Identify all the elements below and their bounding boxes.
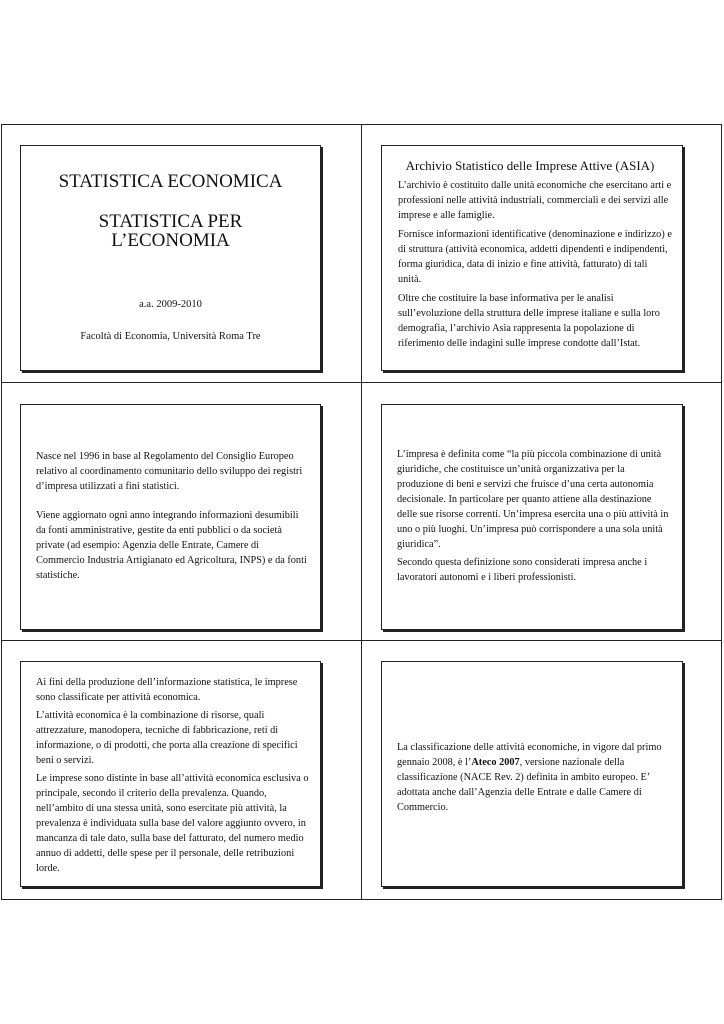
course-subtitle: STATISTICA PER L’ECONOMIA xyxy=(98,211,243,251)
slide-definition xyxy=(381,404,683,630)
paragraph: Fornisce informazioni identificative (denominazione e indirizzo) e di struttura (attività economica, addetti dipendenti e indipendenti, forma giuridica, data di inizio e fine attività, fatturato) di tali unità. xyxy=(398,229,672,285)
paragraph: Secondo questa definizione sono considerati impresa anche i lavoratori autonomi e i liberi professionisti. xyxy=(397,557,648,583)
slide-origin xyxy=(20,404,321,630)
academic-year: a.a. 2009-2010 xyxy=(139,299,202,310)
paragraph: L’impresa è definita come “la più piccola combinazione di unità giuridiche, che costituisce un’unità organizzativa per la produzione di beni e servizi che fruisce d’una certa autonomia decisionale. In particolare per quanto attiene alla destinazione delle sue risorse correnti. Un’impresa esercita una o più attività in uno o più luoghi. Un’impresa può corrispondere a una sola unità giuridica”. xyxy=(397,449,669,550)
text-before: La classificazione delle attività economiche, in vigore dal primo gennaio 2008, è l’ xyxy=(397,742,662,768)
grid-divider-row-2 xyxy=(1,640,722,641)
paragraph: Le imprese sono distinte in base all’attività economica esclusiva o principale, secondo il criterio della prevalenza. Quando, nell’ambito di una stessa unità, sono esercitate più attività, la prevalenza è individuata sulla base del valore aggiunto ovvero, in mancanza di tale dato, sulla base del fatturato, del numero medio annuo di addetti, delle spese per il personale, delle retribuzioni lorde. xyxy=(36,773,309,874)
slide-classification xyxy=(20,661,321,887)
slide-asia xyxy=(381,145,683,371)
paragraph: L’archivio è costituito dalle unità economiche che esercitano arti e professioni nelle attività industriali, commerciali e dei servizi alle imprese e alle famiglie. xyxy=(398,180,672,221)
paragraph: Viene aggiornato ogni anno integrando informazioni desumibili da fonti amministrative, gestite da enti pubblici o da società private (ad esempio: Agenzia delle Entrate, Camere di Commercio Industria Artigianato ed Agricoltura, INPS) e da fonti statistiche. xyxy=(36,510,307,581)
faculty-line: Facoltà di Economia, Università Roma Tre xyxy=(80,331,261,342)
paragraph: L’attività economica è la combinazione di risorse, quali attrezzature, manodopera, tecniche di fabbricazione, reti di informazione, o di prodotti, che porta alla creazione di specifici beni o servizi. xyxy=(36,710,298,766)
course-title: STATISTICA ECONOMICA xyxy=(58,171,283,192)
grid-divider-row-1 xyxy=(1,382,722,383)
paragraph: Ai fini della produzione dell’informazione statistica, le imprese sono classificate per attività economica. xyxy=(36,677,298,703)
paragraph: Nasce nel 1996 in base al Regolamento del Consiglio Europeo relativo al coordinamento comunitario dello sviluppo dei registri d’impresa utilizzati a fini statistici. xyxy=(36,451,303,492)
slide-title xyxy=(20,145,321,371)
slide-ateco xyxy=(381,661,683,887)
slide-heading: Archivio Statistico delle Imprese Attive (ASIA) xyxy=(405,158,655,173)
paragraph: Oltre che costituire la base informativa per le analisi sull’evoluzione della struttura delle imprese italiane e sulla loro demografia, l’archivio Asia rappresenta la popolazione di riferimento delle indagini sulle imprese condotte dall’Istat. xyxy=(398,293,660,349)
grid-divider-vertical xyxy=(361,124,362,900)
text-after: , versione nazionale della classificazione (NACE Rev. 2) definita in ambito europeo. E’ adottata anche dall’Agenzia delle Entrate e dalle Camere di Commercio. xyxy=(397,757,650,813)
paragraph xyxy=(397,740,672,815)
ateco-label: Ateco 2007 xyxy=(471,757,520,768)
